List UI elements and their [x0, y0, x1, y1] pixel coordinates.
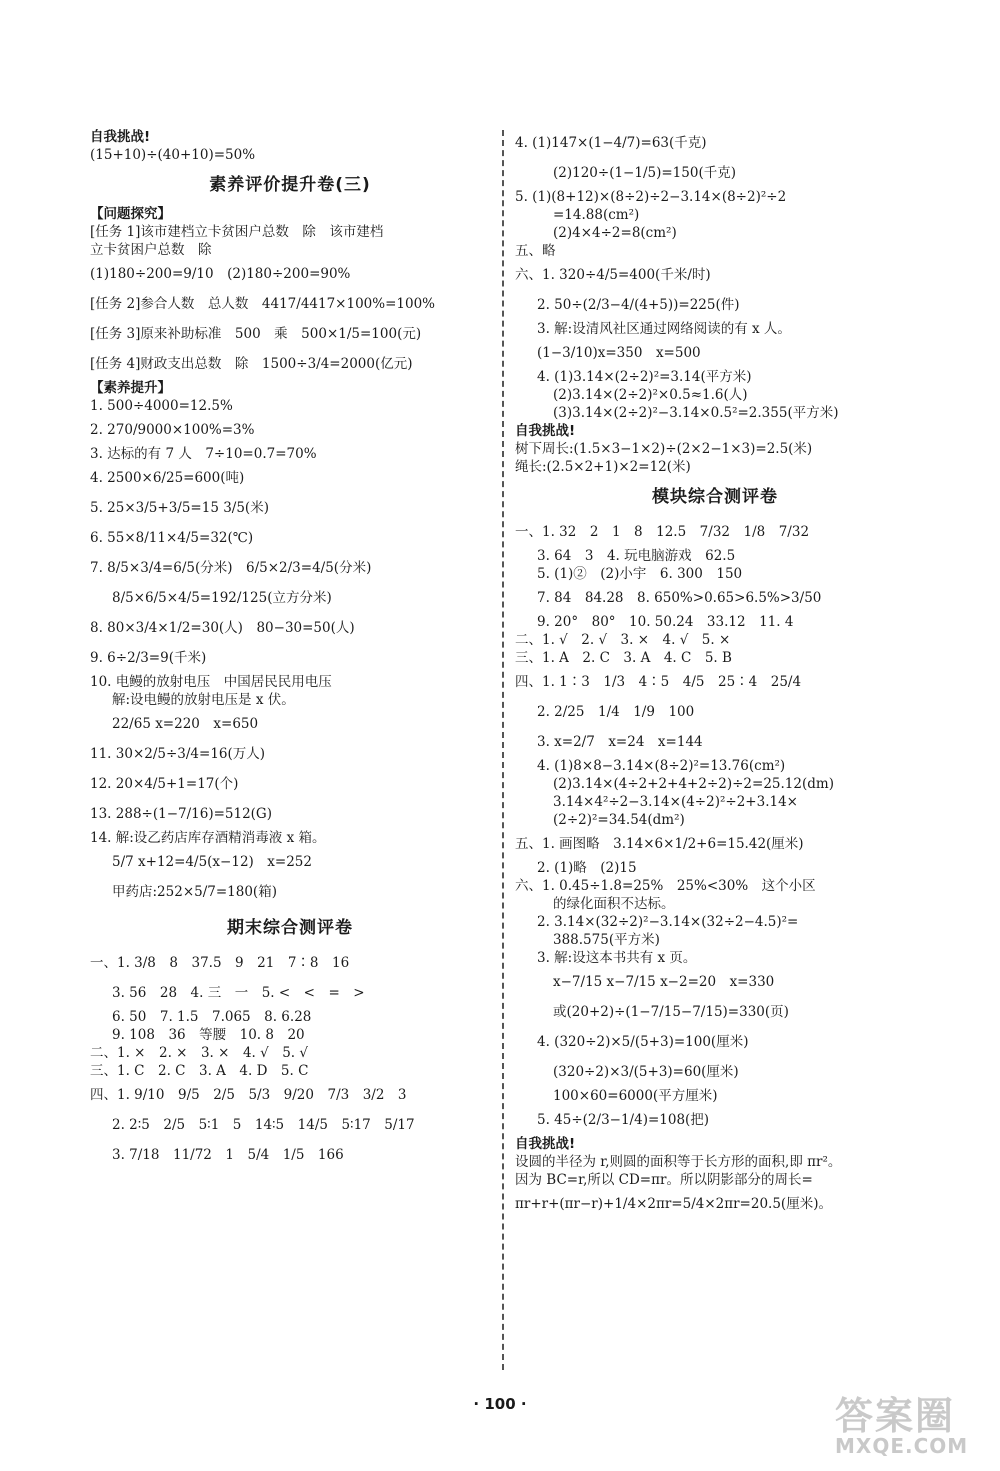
answer-line: 设圆的半径为 r,则圆的面积等于长方形的面积,即 πr²。	[515, 1154, 842, 1170]
answer-line: 五、略	[515, 243, 556, 259]
right-column	[515, 128, 915, 1219]
answer-line: x−7/15 x−7/15 x−2=20 x=330	[553, 974, 775, 990]
answer-line: 9. 20° 80° 10. 50.24 33.12 11. 4	[537, 614, 794, 630]
answer-line: (15+10)÷(40+10)=50%	[90, 147, 256, 163]
answer-line: (3)3.14×(2÷2)²−3.14×0.5²=2.355(平方米)	[553, 405, 839, 421]
answer-line: 9. 6÷2/3=9(千米)	[90, 650, 207, 666]
answer-line: 一、1. 3/8 8 37.5 9 21 7∶8 16	[90, 955, 350, 971]
answer-line: 绳长:(2.5×2+1)×2=12(米)	[515, 459, 691, 475]
answer-line: 四、1. 1∶3 1/3 4∶5 4/5 25∶4 25/4	[515, 674, 802, 690]
watermark-logo	[835, 1385, 985, 1458]
answer-line: 3. 56 28 4. 三 一 5. < < = >	[112, 985, 365, 1001]
answer-line: 1. 500÷4000=12.5%	[90, 398, 233, 414]
section-title: 模块综合测评卷	[652, 487, 778, 507]
answer-line: 5. (1)② (2)小宇 6. 300 150	[537, 566, 743, 582]
answer-line: 5. 45÷(2/3−1/4)=108(把)	[537, 1112, 710, 1128]
answer-line: 100×60=6000(平方厘米)	[553, 1088, 718, 1104]
answer-line: 5/7 x+12=4/5(x−12) x=252	[112, 854, 312, 870]
answer-line: 六、1. 0.45÷1.8=25% 25%<30% 这个小区	[515, 878, 816, 894]
answer-line: [任务 1]该市建档立卡贫困户总数 除 该市建档	[90, 224, 384, 240]
answer-line: (2)3.14×(4÷2+2+4+2÷2)÷2=25.12(dm)	[553, 776, 834, 792]
answer-line: 或(20+2)÷(1−7/15−7/15)=330(页)	[553, 1004, 789, 1020]
answer-line: 4. (1)147×(1−4/7)=63(千克)	[515, 135, 707, 151]
answer-line: 4. (1)3.14×(2÷2)²=3.14(平方米)	[537, 369, 752, 385]
answer-line: 四、1. 9/10 9/5 2/5 5/3 9/20 7/3 3/2 3	[90, 1087, 407, 1103]
answer-line: (2)3.14×(2÷2)²×0.5≈1.6(人)	[553, 387, 748, 403]
answer-line: 三、1. A 2. C 3. A 4. C 5. B	[515, 650, 732, 666]
answer-line: 3. 解:设这本书共有 x 页。	[537, 950, 697, 966]
answer-line: 的绿化面积不达标。	[553, 896, 675, 912]
answer-line: 8/5×6/5×4/5=192/125(立方分米)	[112, 590, 332, 606]
answer-line: 13. 288÷(1−7/16)=512(G)	[90, 806, 272, 822]
answer-line: 六、1. 320÷4/5=400(千米/时)	[515, 267, 711, 283]
answer-line: 4. (320÷2)×5/(5+3)=100(厘米)	[537, 1034, 749, 1050]
answer-line: 2. 2/25 1/4 1/9 100	[537, 704, 695, 720]
answer-line: 3.14×4²÷2−3.14×(4÷2)²÷2+3.14×	[553, 794, 798, 810]
section-label: 自我挑战!	[515, 1136, 576, 1152]
watermark-logo-main: 答案圈	[835, 1394, 956, 1438]
answer-line: 6. 55×8/11×4/5=32(℃)	[90, 530, 254, 546]
answer-line: 因为 BC=r,所以 CD=πr。所以阴影部分的周长=	[515, 1172, 813, 1188]
watermark-logo-sub: MXQE.COM	[835, 1434, 969, 1458]
answer-line: 4. (1)8×8−3.14×(8÷2)²=13.76(cm²)	[537, 758, 786, 774]
answer-line: (1)180÷200=9/10 (2)180÷200=90%	[90, 266, 351, 282]
answer-line: 3. 7/18 11/72 1 5/4 1/5 166	[112, 1147, 344, 1163]
answer-line: 2. 2∶5 2/5 5∶1 5 14∶5 14/5 5∶17 5/17	[112, 1117, 415, 1133]
answer-line: 2. 270/9000×100%=3%	[90, 422, 255, 438]
answer-line: 6. 50 7. 1.5 7.065 8. 6.28	[112, 1009, 312, 1025]
answer-line: 22/65 x=220 x=650	[112, 716, 259, 732]
answer-line: 10. 电鳗的放射电压 中国居民民用电压	[90, 674, 332, 690]
answer-line: 2. 50÷(2/3−4/(4+5))=225(件)	[537, 297, 740, 313]
answer-line: 3. x=2/7 x=24 x=144	[537, 734, 703, 750]
answer-line: 4. 2500×6/25=600(吨)	[90, 470, 245, 486]
answer-line: 2. (1)略 (2)15	[537, 860, 637, 876]
answer-line: 二、1. × 2. × 3. × 4. √ 5. √	[90, 1045, 308, 1061]
section-label: 自我挑战!	[90, 129, 151, 145]
answer-line: 解:设电鳗的放射电压是 x 伏。	[112, 692, 295, 708]
section-title: 期末综合测评卷	[227, 918, 353, 938]
section-label: 【素养提升】	[90, 380, 171, 396]
answer-line: 388.575(平方米)	[553, 932, 660, 948]
answer-line: [任务 4]财政支出总数 除 1500÷3/4=2000(亿元)	[90, 356, 413, 372]
answer-line: 5. (1)(8+12)×(8÷2)÷2−3.14×(8÷2)²÷2	[515, 189, 787, 205]
answer-line: 9. 108 36 等腰 10. 8 20	[112, 1027, 305, 1043]
left-column	[90, 128, 490, 1170]
answer-line: 8. 80×3/4×1/2=30(人) 80−30=50(人)	[90, 620, 355, 636]
answer-line: 2. 3.14×(32÷2)²−3.14×(32÷2−4.5)²=	[537, 914, 799, 930]
answer-line: 3. 解:设清风社区通过网络阅读的有 x 人。	[537, 321, 791, 337]
answer-line: 树下周长:(1.5×3−1×2)÷(2×2−1×3)=2.5(米)	[515, 441, 813, 457]
answer-line: 3. 达标的有 7 人 7÷10=0.7=70%	[90, 446, 317, 462]
answer-line: [任务 3]原来补助标准 500 乘 500×1/5=100(元)	[90, 326, 422, 342]
answer-line: (2)4×4÷2=8(cm²)	[553, 225, 677, 241]
section-title: 素养评价提升卷(三)	[209, 175, 371, 195]
section-label: 【问题探究】	[90, 206, 171, 222]
answer-line: 3. 64 3 4. 玩电脑游戏 62.5	[537, 548, 736, 564]
answer-line: 三、1. C 2. C 3. A 4. D 5. C	[90, 1063, 309, 1079]
answer-line: 五、1. 画图略 3.14×6×1/2+6=15.42(厘米)	[515, 836, 804, 852]
answer-line: 5. 25×3/5+3/5=15 3/5(米)	[90, 500, 269, 516]
page-number: · 100 ·	[473, 1395, 527, 1413]
answer-line: (1−3/10)x=350 x=500	[537, 345, 701, 361]
answer-line: 7. 84 84.28 8. 650%>0.65>6.5%>3/50	[537, 590, 822, 606]
answer-line: 12. 20×4/5+1=17(个)	[90, 776, 239, 792]
answer-line: 11. 30×2/5÷3/4=16(万人)	[90, 746, 266, 762]
answer-line: [任务 2]参合人数 总人数 4417/4417×100%=100%	[90, 296, 435, 312]
answer-line: (2)120÷(1−1/5)=150(千克)	[553, 165, 736, 181]
answer-line: =14.88(cm²)	[553, 207, 640, 223]
answer-line: 立卡贫困户总数 除	[90, 242, 212, 258]
answer-line: 甲药店:252×5/7=180(箱)	[112, 884, 277, 900]
answer-line: 一、1. 32 2 1 8 12.5 7/32 1/8 7/32	[515, 524, 810, 540]
answer-line: 7. 8/5×3/4=6/5(分米) 6/5×2/3=4/5(分米)	[90, 560, 372, 576]
answer-line: 14. 解:设乙药店库存酒精消毒液 x 箱。	[90, 830, 326, 846]
answer-line: 二、1. √ 2. √ 3. × 4. √ 5. ×	[515, 632, 731, 648]
answer-line: πr+r+(πr−r)+1/4×2πr=5/4×2πr=20.5(厘米)。	[515, 1196, 832, 1212]
section-label: 自我挑战!	[515, 423, 576, 439]
answer-line: (320÷2)×3/(5+3)=60(厘米)	[553, 1064, 739, 1080]
answer-line: (2÷2)²=34.54(dm²)	[553, 812, 685, 828]
column-divider	[502, 130, 504, 1370]
